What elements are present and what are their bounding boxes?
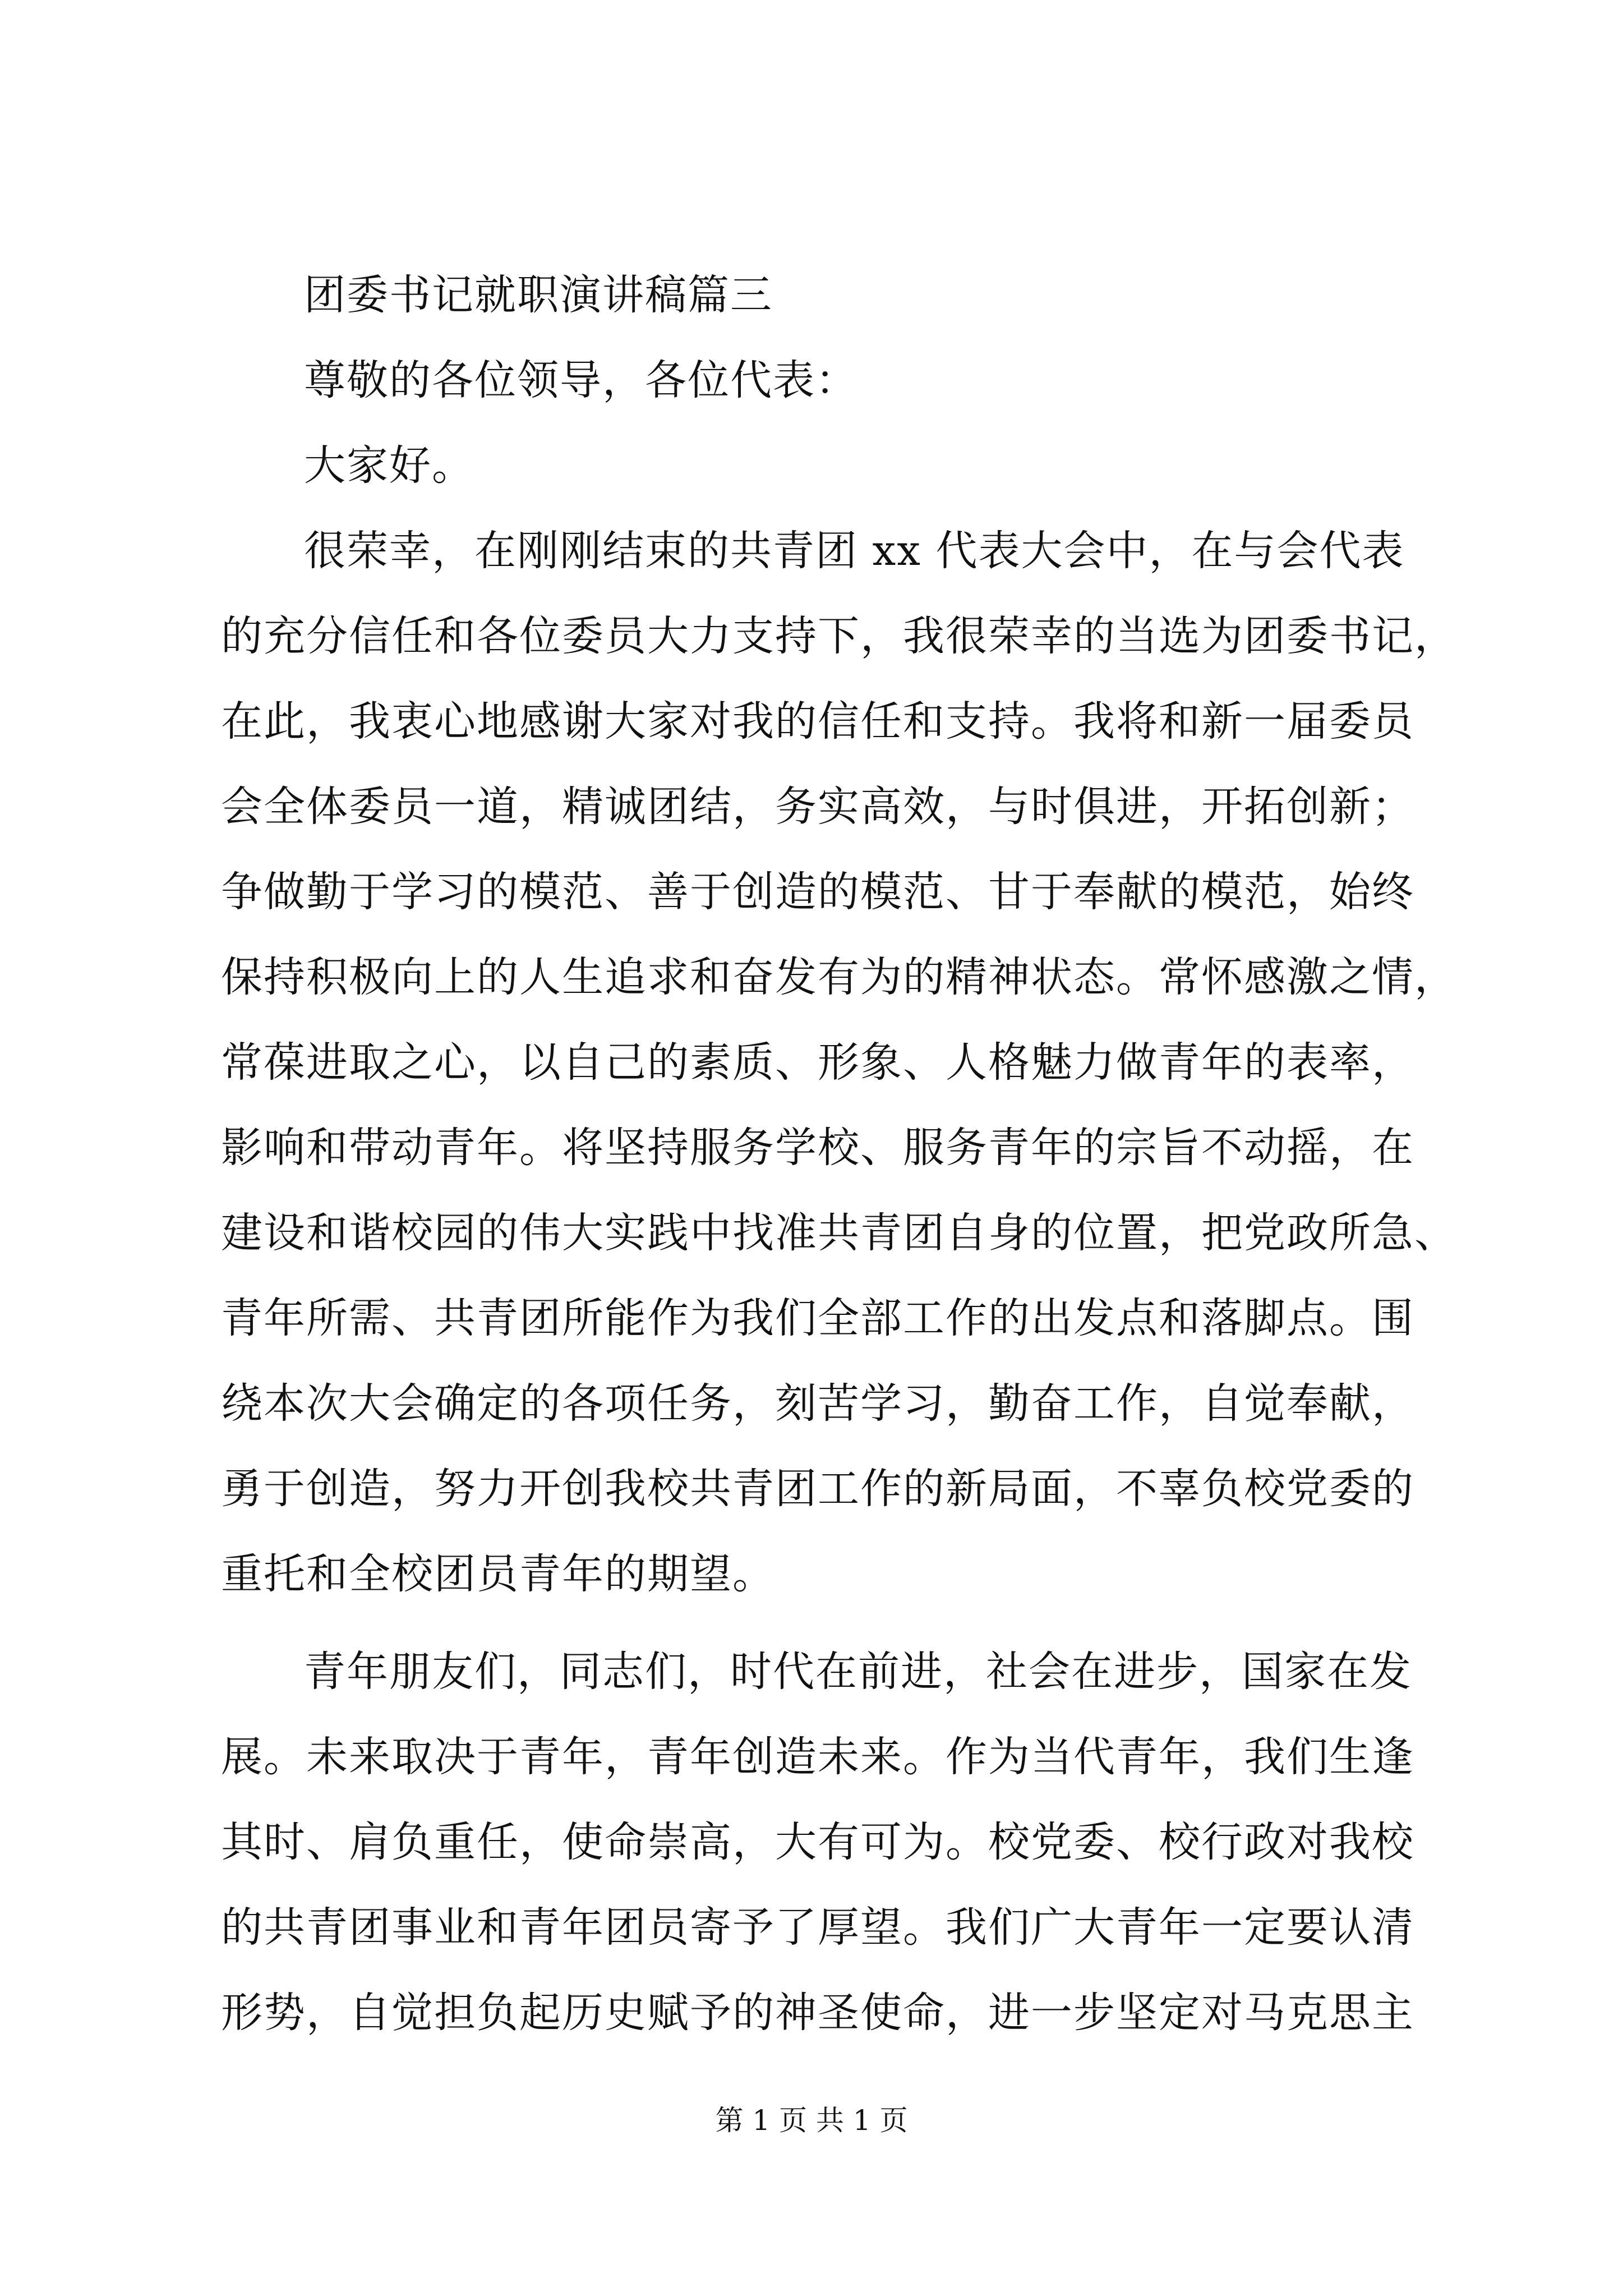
paragraph-line: 保持积极向上的人生追求和奋发有为的精神状态。常怀感激之情， — [221, 953, 1457, 1001]
paragraph-line: 形势，自觉担负起历史赋予的神圣使命，进一步坚定对马克思主 — [221, 1989, 1414, 2037]
paragraph-line: 很荣幸，在刚刚结束的共青团 xx 代表大会中，在与会代表 — [304, 527, 1405, 575]
document-title: 团委书记就职演讲稿篇三 — [304, 271, 773, 319]
paragraph-line: 常葆进取之心，以自己的素质、形象、人格魅力做青年的表率， — [221, 1038, 1414, 1087]
paragraph-line: 在此，我衷心地感谢大家对我的信任和支持。我将和新一届委员 — [221, 697, 1414, 746]
paragraph-1 — [221, 508, 1457, 1617]
greeting: 大家好。 — [304, 441, 474, 490]
paragraph-line: 绕本次大会确定的各项任务，刻苦学习，勤奋工作，自觉奉献， — [221, 1379, 1414, 1428]
paragraph-line: 勇于创造，努力开创我校共青团工作的新局面，不辜负校党委的 — [221, 1465, 1414, 1513]
paragraph-line: 影响和带动青年。将坚持服务学校、服务青年的宗旨不动摇，在 — [221, 1124, 1414, 1172]
paragraph-line: 其时、肩负重任，使命崇高，大有可为。校党委、校行政对我校 — [221, 1818, 1414, 1866]
page-footer: 第 1 页 共 1 页 — [715, 2104, 908, 2137]
paragraph-line: 展。未来取决于青年，青年创造未来。作为当代青年，我们生逢 — [221, 1733, 1414, 1781]
paragraph-gap — [221, 1617, 1427, 1629]
paragraph-line: 建设和谐校园的伟大实践中找准共青团自身的位置，把党政所急、 — [221, 1209, 1457, 1257]
paragraph-line: 重托和全校团员青年的期望。 — [221, 1550, 775, 1598]
paragraph-line: 会全体委员一道，精诚团结，务实高效，与时俱进，开拓创新； — [221, 783, 1414, 831]
paragraph-line: 的充分信任和各位委员大力支持下，我很荣幸的当选为团委书记， — [221, 612, 1457, 660]
paragraph-line: 青年朋友们，同志们，时代在前进，社会在进步，国家在发 — [304, 1648, 1412, 1696]
paragraph-2 — [221, 1629, 1427, 2055]
paragraph-line: 争做勤于学习的模范、善于创造的模范、甘于奉献的模范，始终 — [221, 868, 1414, 916]
salutation: 尊敬的各位领导，各位代表： — [304, 356, 858, 404]
paragraph-line: 青年所需、共青团所能作为我们全部工作的出发点和落脚点。围 — [221, 1294, 1414, 1342]
document-body — [221, 252, 1457, 2055]
paragraph-line: 的共青团事业和青年团员寄予了厚望。我们广大青年一定要认清 — [221, 1903, 1414, 1952]
